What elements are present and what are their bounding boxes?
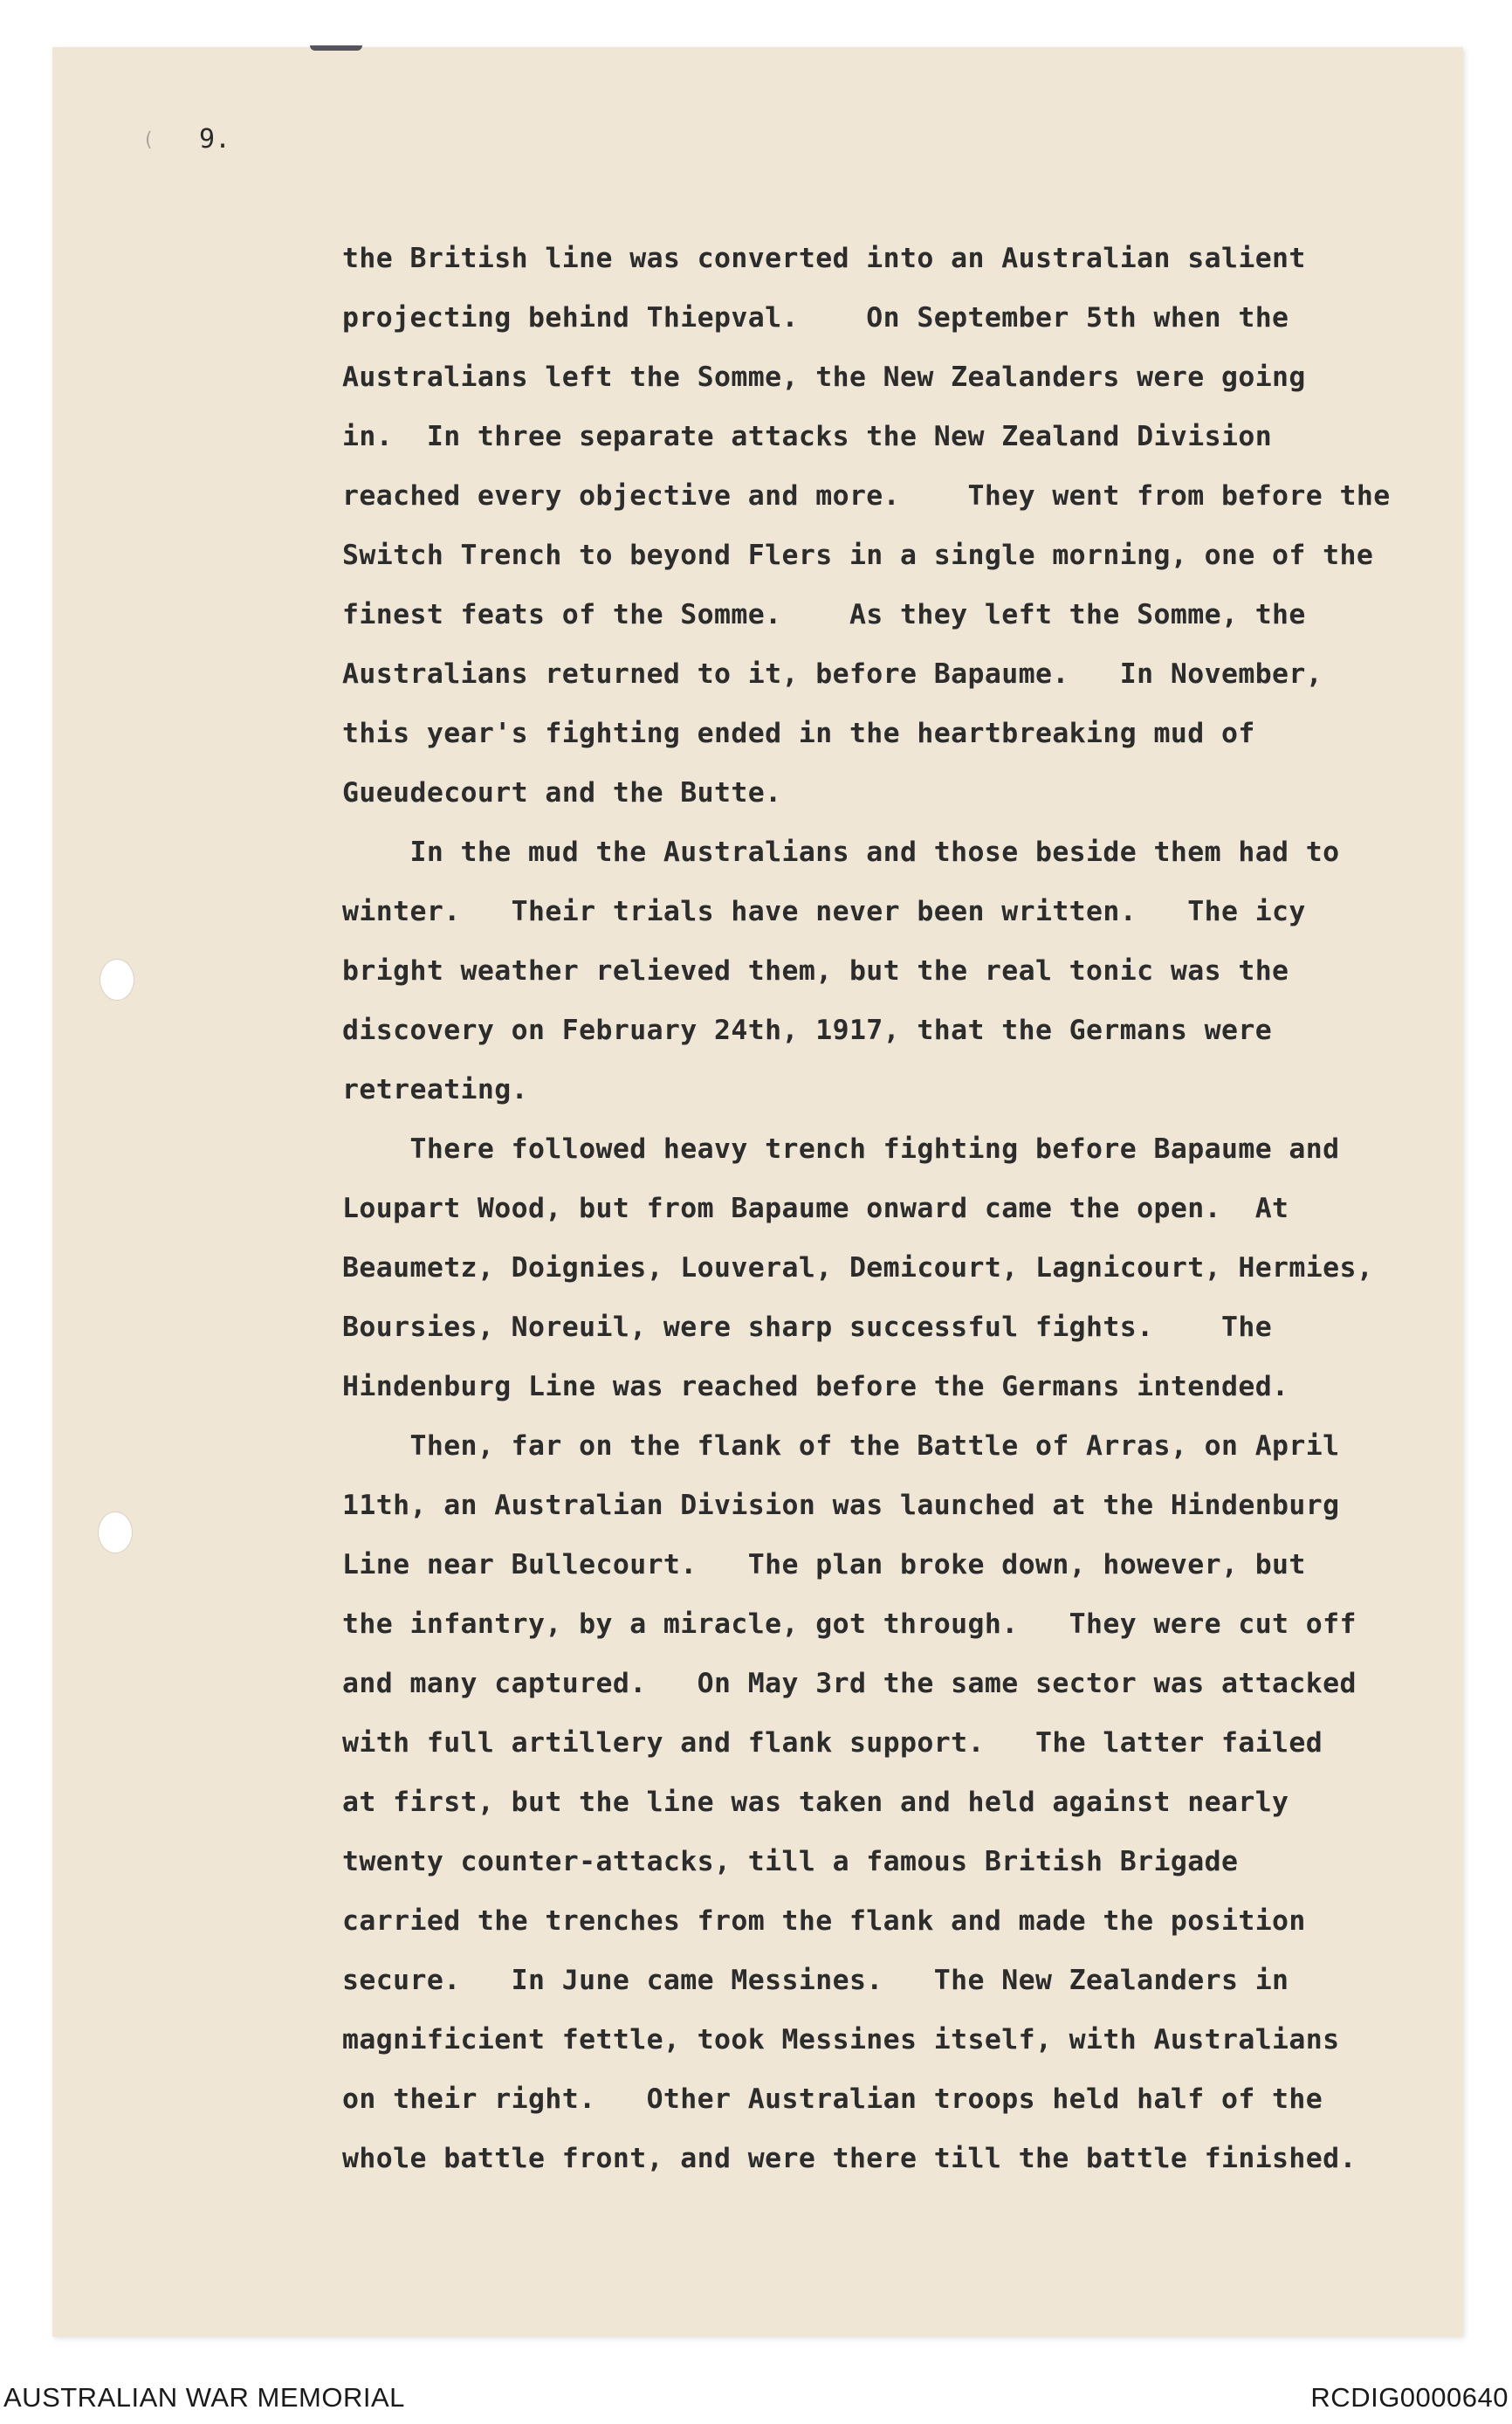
text-line: in. In three separate attacks the New Zealand Division: [342, 421, 1273, 452]
text-line: with full artillery and flank support. The latter failed: [342, 1727, 1323, 1759]
text-line: the infantry, by a miracle, got through. They were cut off: [342, 1608, 1357, 1640]
page-number: 9.: [199, 124, 231, 155]
text-line: this year's fighting ended in the heartbreaking mud of: [342, 718, 1255, 749]
text-line: whole battle front, and were there till the battle finished.: [342, 2143, 1357, 2174]
text-line: Hindenburg Line was reached before the Germans intended.: [342, 1371, 1289, 1402]
text-line: secure. In June came Messines. The New Zealanders in: [342, 1965, 1289, 1996]
text-line: at first, but the line was taken and held against nearly: [342, 1787, 1289, 1818]
text-line: on their right. Other Australian troops held half of the: [342, 2083, 1323, 2115]
footer-identifier: RCDIG0000640: [1310, 2382, 1509, 2413]
text-line: bright weather relieved them, but the real tonic was the: [342, 955, 1289, 987]
footer-institution: AUSTRALIAN WAR MEMORIAL: [3, 2382, 405, 2413]
ink-mark: [310, 45, 362, 51]
text-line: Australians returned to it, before Bapaume. In November,: [342, 658, 1323, 690]
text-line: winter. Their trials have never been written. The icy: [342, 896, 1306, 927]
text-line: Then, far on the flank of the Battle of Arras, on April: [342, 1430, 1340, 1462]
text-line: reached every objective and more. They went from before the: [342, 480, 1391, 512]
text-line: and many captured. On May 3rd the same sector was attacked: [342, 1668, 1357, 1699]
text-line: retreating.: [342, 1074, 529, 1105]
text-line: carried the trenches from the flank and made the position: [342, 1905, 1306, 1937]
text-line: Gueudecourt and the Butte.: [342, 777, 782, 809]
text-line: In the mud the Australians and those beside them had to: [342, 837, 1340, 868]
text-line: 11th, an Australian Division was launched at the Hindenburg: [342, 1490, 1340, 1521]
text-line: Loupart Wood, but from Bapaume onward came the open. At: [342, 1193, 1289, 1224]
punch-hole-top: [100, 959, 134, 1001]
text-line: Australians left the Somme, the New Zealanders were going: [342, 362, 1306, 393]
text-line: There followed heavy trench fighting before Bapaume and: [342, 1133, 1340, 1165]
text-line: projecting behind Thiepval. On September 5th when the: [342, 302, 1289, 334]
text-line: twenty counter-attacks, till a famous British Brigade: [342, 1846, 1239, 1877]
text-line: Line near Bullecourt. The plan broke down, however, but: [342, 1549, 1306, 1580]
text-line: Boursies, Noreuil, were sharp successful fights. The: [342, 1312, 1273, 1343]
punch-hole-bottom: [98, 1512, 133, 1553]
text-line: magnificient fettle, took Messines itself, with Australians: [342, 2024, 1340, 2056]
text-line: the British line was converted into an Australian salient: [342, 243, 1306, 274]
text-line: Switch Trench to beyond Flers in a single morning, one of the: [342, 540, 1374, 571]
body-text: [342, 229, 1451, 2188]
margin-mark: (: [145, 129, 153, 151]
text-line: discovery on February 24th, 1917, that the Germans were: [342, 1015, 1273, 1046]
text-line: Beaumetz, Doignies, Louveral, Demicourt, Lagnicourt, Hermies,: [342, 1252, 1374, 1284]
text-line: finest feats of the Somme. As they left the Somme, the: [342, 599, 1306, 630]
